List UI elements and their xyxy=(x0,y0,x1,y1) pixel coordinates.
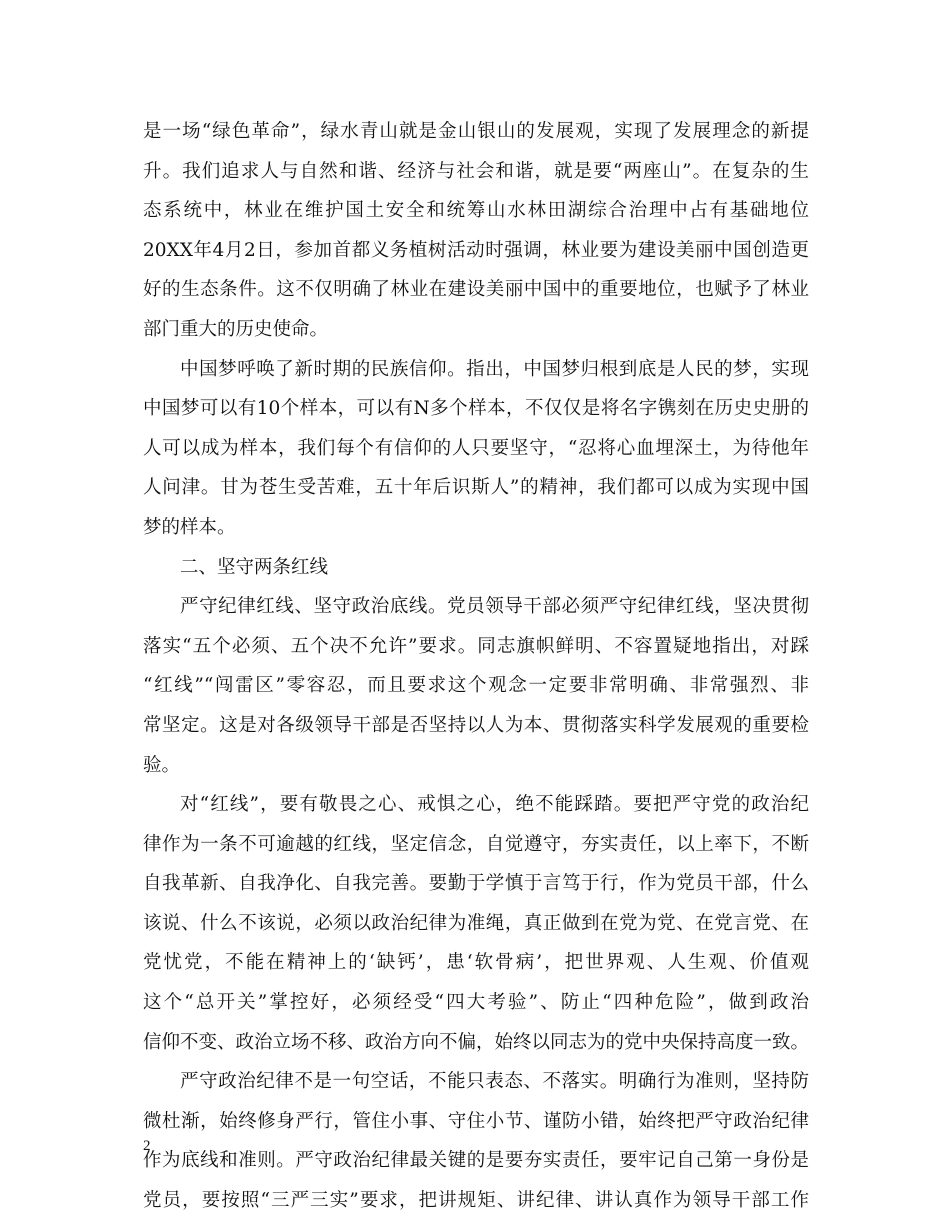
text-line: 党忧党，不能在精神上的‘缺钙’，患‘软骨病’，把世界观、人生观、价值观 xyxy=(143,952,809,974)
text-line: 自我革新、自我净化、自我完善。要勤于学慎于言笃于行，作为党员干部，什么 xyxy=(143,873,809,895)
text-line: 党员，要按照“三严三实”要求，把讲规矩、讲纪律、讲认真作为领导干部工作 xyxy=(143,1190,809,1212)
text-line: 中国梦可以有10个样本，可以有N多个样本，不仅仅是将名字镌刻在历史史册的 xyxy=(143,398,809,420)
text-line: 是一场“绿色革命”，绿水青山就是金山银山的发展观，实现了发展理念的新提 xyxy=(143,121,809,142)
paragraph-first-line: 严守政治纪律不是一句空话，不能只表态、不落实。明确行为准则，坚持防 xyxy=(180,1071,809,1093)
text-line: 信仰不变、政治立场不移、政治方向不偏，始终以同志为的党中央保持高度一致。 xyxy=(143,1031,810,1053)
text-line: 这个“总开关”掌控好，必须经受“四大考验”、防止“四种危险”，做到政治 xyxy=(143,992,809,1014)
body-text xyxy=(143,112,809,1221)
page-number: 2 xyxy=(143,1138,151,1154)
text-line: 该说、什么不该说，必须以政治纪律为准绳，真正做到在党为党、在党言党、在 xyxy=(143,912,809,934)
text-line: 20XX年4月2日，参加首都义务植树活动时强调，林业要为建设美丽中国创造更 xyxy=(143,239,809,261)
text-line: 作为底线和准则。严守政治纪律最关键的是要夯实责任，要牢记自己第一身份是 xyxy=(143,1150,809,1172)
text-line: 常坚定。这是对各级领导干部是否坚持以人为本、贯彻落实科学发展观的重要检 xyxy=(143,714,809,736)
paragraph-first-line: 中国梦呼唤了新时期的民族信仰。指出，中国梦归根到底是人民的梦，实现 xyxy=(180,358,809,380)
text-line: 人问津。甘为苍生受苦难，五十年后识斯人”的精神，我们都可以成为实现中国 xyxy=(143,477,809,499)
text-line: 梦的样本。 xyxy=(143,516,236,538)
text-line: 部门重大的历史使命。 xyxy=(143,318,329,340)
text-line: 微杜渐，始终修身严行，管住小事、守住小节、谨防小错，始终把严守政治纪律 xyxy=(143,1110,809,1132)
paragraph-first-line: 二、坚守两条红线 xyxy=(180,556,329,578)
text-line: 落实“五个必须、五个决不允许”要求。同志旗帜鲜明、不容置疑地指出，对踩 xyxy=(143,635,809,657)
text-line: 验。 xyxy=(143,754,181,776)
text-line: “红线”“闯雷区”零容忍，而且要求这个观念一定要非常明确、非常强烈、非 xyxy=(143,675,809,697)
text-line: 升。我们追求人与自然和谐、经济与社会和谐，就是要“两座山”。在复杂的生 xyxy=(143,160,809,182)
text-line: 态系统中，林业在维护国土安全和统筹山水林田湖综合治理中占有基础地位 xyxy=(143,200,809,222)
paragraph-first-line: 对“红线”，要有敬畏之心、戒惧之心，绝不能踩踏。要把严守党的政治纪 xyxy=(180,794,809,816)
text-line: 好的生态条件。这不仅明确了林业在建设美丽中国中的重要地位，也赋予了林业 xyxy=(143,279,809,301)
paragraph-first-line: 严守纪律红线、坚守政治底线。党员领导干部必须严守纪律红线，坚决贯彻 xyxy=(180,596,809,618)
text-line: 人可以成为样本，我们每个有信仰的人只要坚守，“忍将心血埋深土，为待他年 xyxy=(143,437,809,459)
text-line: 律作为一条不可逾越的红线，坚定信念，自觉遵守，夯实责任，以上率下，不断 xyxy=(143,833,809,855)
